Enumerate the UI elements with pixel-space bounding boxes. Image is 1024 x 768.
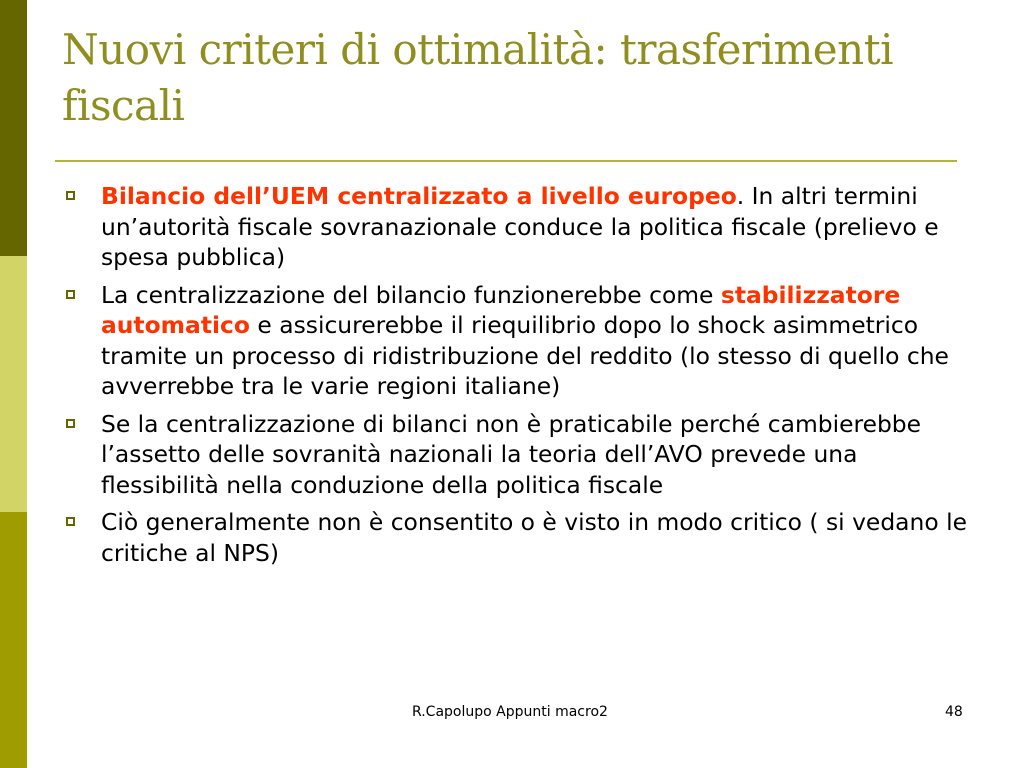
slide-title: Nuovi criteri di ottimalità: trasferimenti fiscali [62, 25, 894, 130]
sidebar-band-light [0, 256, 27, 512]
bullet-item-3 [63, 409, 968, 501]
bullet-text: La centralizzazione del bilancio funzionerebbe come [101, 280, 721, 309]
bullet-item-2 [63, 280, 968, 402]
square-bullet-icon [66, 419, 75, 428]
bullet-highlight: stabilizzatore automatico [101, 280, 901, 339]
bullet-highlight: Bilancio dell’UEM centralizzato a livello europeo [101, 182, 737, 210]
page-number: 48 [945, 704, 963, 720]
bullet-item-4 [63, 507, 968, 568]
bullet-text: Ciò generalmente non è consentito o è visto in modo critico ( si vedano le critiche al NPS) [101, 508, 967, 567]
bullet-item-1 [63, 181, 968, 273]
bullet-text: . In altri termini un’autorità fiscale sovranazionale conduce la politica fiscale (prelievo e spesa pubblica) [101, 182, 939, 271]
bullet-text: e assicurerebbe il riequilibrio dopo lo shock asimmetrico tramite un processo di ridistribuzione del reddito (lo stesso di quello che avverrebbe tra le varie regioni italiane) [101, 311, 949, 400]
bullet-list [63, 181, 968, 575]
footer-author: R.Capolupo Appunti macro2 [412, 704, 608, 720]
sidebar-decoration [0, 0, 27, 768]
title-divider [55, 160, 957, 162]
square-bullet-icon [66, 191, 75, 200]
square-bullet-icon [66, 290, 75, 299]
sidebar-band-dark [0, 0, 27, 256]
bullet-text: Se la centralizzazione di bilanci non è praticabile perché cambierebbe l’assetto delle sovranità nazionali la teoria dell’AVO prevede una flessibilità nella conduzione della politica fiscale [101, 409, 922, 499]
square-bullet-icon [66, 517, 75, 526]
sidebar-band-mid [0, 512, 27, 768]
